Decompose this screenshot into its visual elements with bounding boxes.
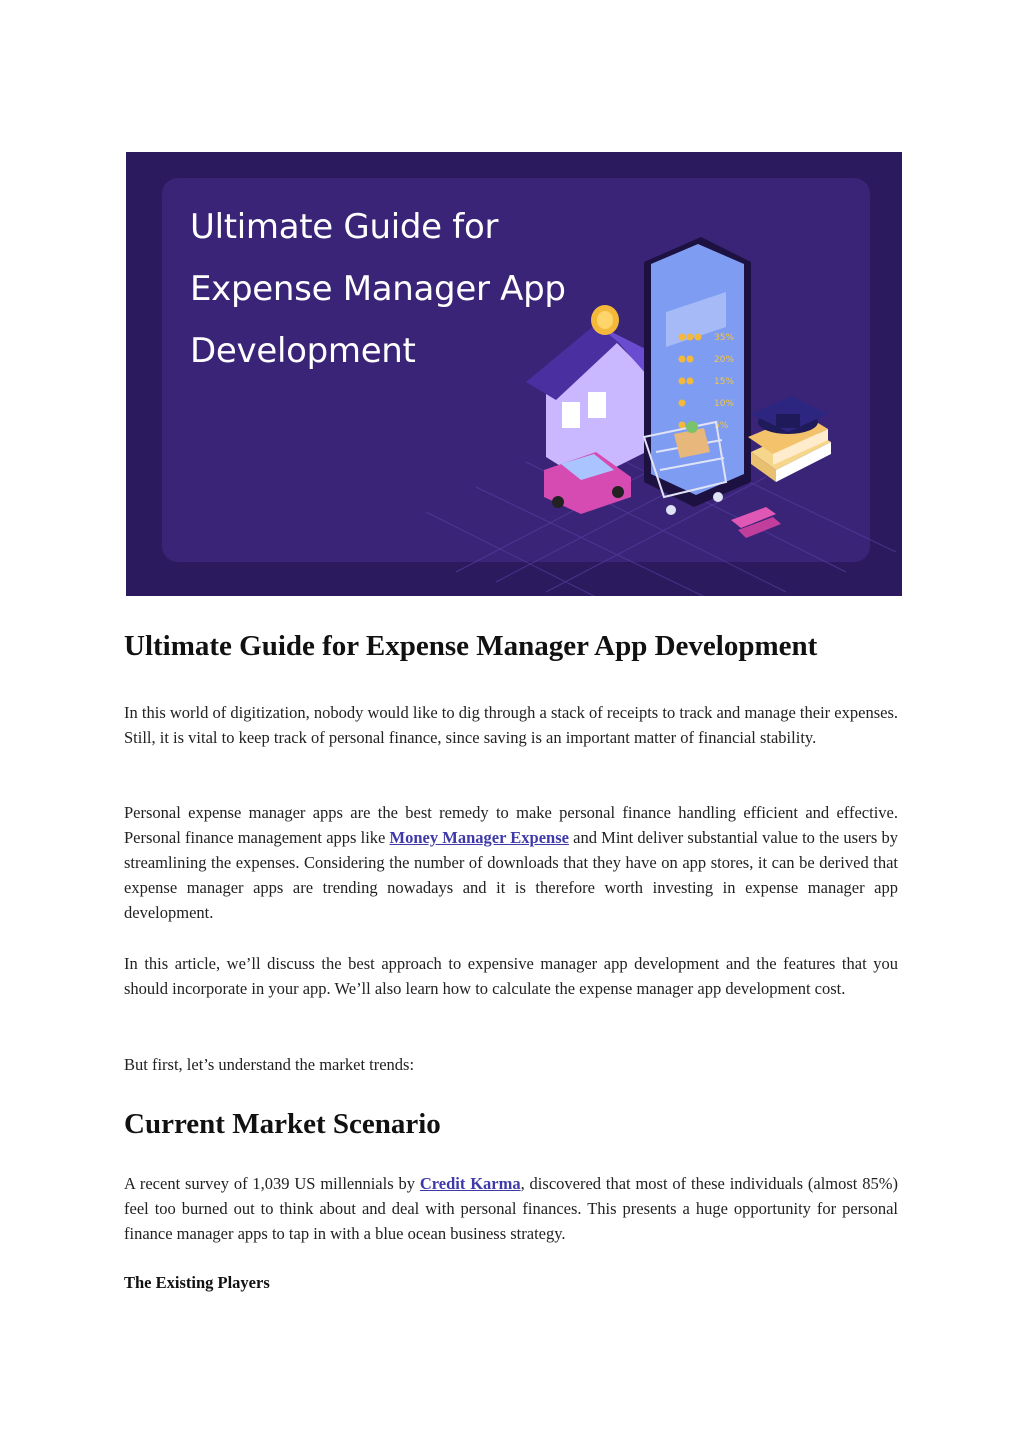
hero-title-line-2: Expense Manager App xyxy=(190,269,566,309)
phone-percent-4: 10% xyxy=(714,399,735,409)
hero-illustration xyxy=(126,152,902,596)
phone-percent-1: 35% xyxy=(714,333,735,343)
paragraph-market-intro: But first, let’s understand the market trends: xyxy=(124,1055,415,1074)
paragraph-survey-text-2: , discovered that most of these individuals (almost 85%) feel too burned out to think about and deal with personal finances. This presents a huge opportunity for personal finance manager apps to tap in with a blue ocean business strategy. xyxy=(124,1174,898,1243)
phone-icon xyxy=(644,237,751,507)
intro-paragraph: In this world of digitization, nobody would like to dig through a stack of receipts to track and manage their expenses. Still, it is vital to keep track of personal finance, since saving is an important matter of financial stability. xyxy=(124,703,898,747)
paragraph-apps-text-1: Personal expense manager apps are the best remedy to make personal finance handling efficient and effective. Personal finance management apps like xyxy=(124,803,898,847)
money-manager-expense-link[interactable]: Money Manager Expense xyxy=(389,828,569,847)
coin-icon xyxy=(591,305,619,335)
paragraph-apps xyxy=(124,800,898,925)
phone-percent-2: 20% xyxy=(714,355,735,365)
phone-percent-3: 15% xyxy=(714,377,735,387)
section-heading-market: Current Market Scenario xyxy=(124,1108,441,1140)
paragraph-survey xyxy=(124,1171,898,1246)
paragraph-article-scope: In this article, we’ll discuss the best approach to expensive manager app development and the features that you should incorporate in your app. We’ll also learn how to calculate the expense manager app development cost. xyxy=(124,954,898,998)
credit-karma-link[interactable]: Credit Karma xyxy=(419,1174,521,1193)
subheading-existing-players: The Existing Players xyxy=(124,1273,270,1292)
article-title: Ultimate Guide for Expense Manager App Development xyxy=(124,630,818,662)
phone-percent-5: 5% xyxy=(714,421,729,431)
paragraph-apps-text-2: and Mint deliver substantial value to the users by streamlining the expenses. Considering the number of downloads that they have on app stores, it can be derived that expense manager apps are trending nowadays and it is therefore worth investing in expense manager app development. xyxy=(124,828,898,922)
hero-title-line-1: Ultimate Guide for xyxy=(190,207,499,247)
ticket-icon xyxy=(731,507,781,538)
hero-banner xyxy=(126,152,902,596)
paragraph-survey-text-1: A recent survey of 1,039 US millennials by xyxy=(124,1174,420,1193)
hero-title-line-3: Development xyxy=(190,331,416,371)
